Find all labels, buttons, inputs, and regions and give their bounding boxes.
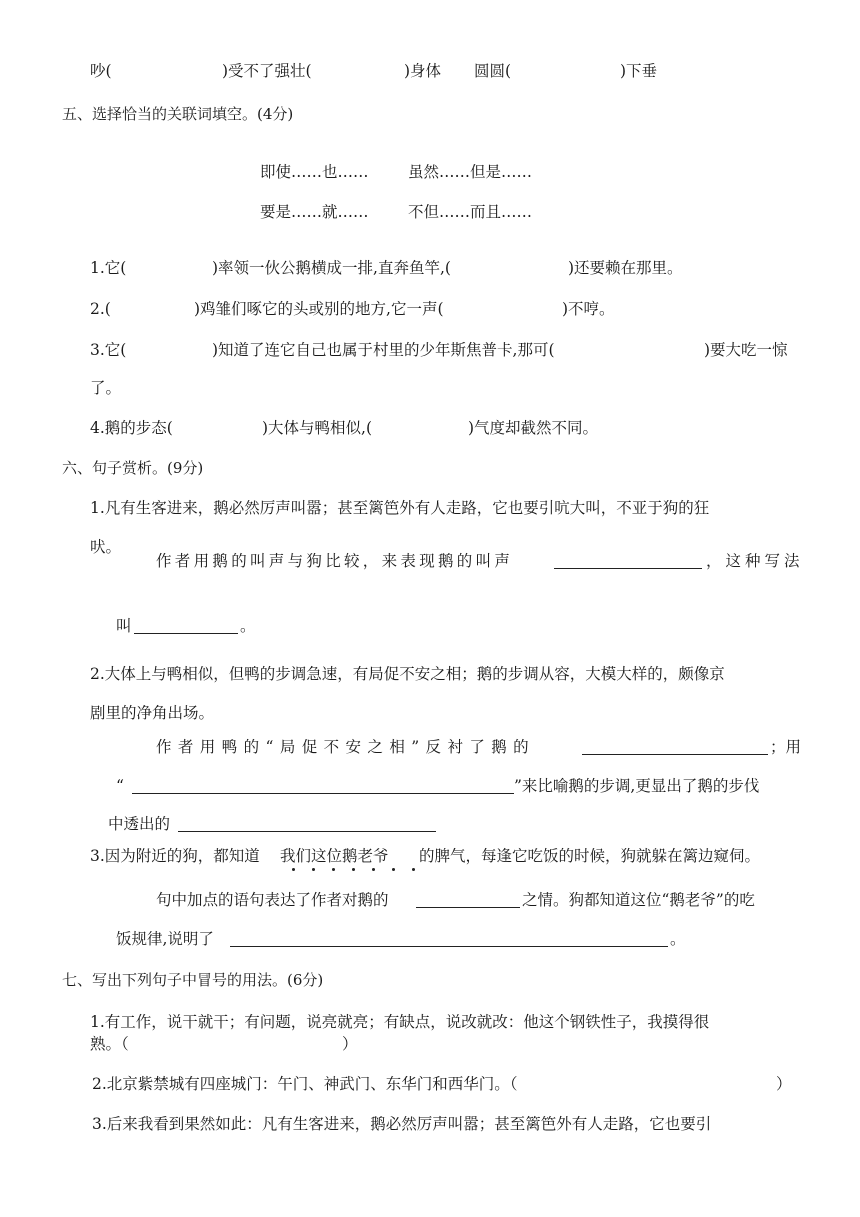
emphasized-text: 我们这位鹅老爷 — [280, 847, 389, 865]
question-text: 2.( — [90, 300, 111, 318]
question-text: 1.它( — [90, 259, 127, 277]
text: ；用 — [770, 738, 802, 756]
question-text: )大体与鸭相似,( — [262, 419, 373, 437]
question-text: 2.大体上与鸭相似，但鸭的步调急速，有局促不安之相；鹅的步调从容，大模大样的，颇像京 — [90, 665, 725, 683]
question-text: 的脾气，每逢它吃饭的时候，狗就躲在篱边窥伺。 — [419, 847, 761, 865]
option: 不但……而且…… — [408, 203, 533, 221]
answer-blank[interactable] — [230, 928, 668, 947]
text: “ — [116, 777, 124, 795]
question-text: 3.它( — [90, 341, 127, 359]
option: 要是……就…… — [260, 203, 369, 221]
text: 吵( — [90, 62, 112, 80]
text: 饭规律,说明了 — [116, 930, 214, 948]
text: 叫 — [116, 617, 132, 635]
text: 作者用鸭的“局促不安之相”反衬了鹅的 — [156, 738, 536, 756]
answer-blank[interactable] — [132, 775, 514, 794]
question-text: 1.有工作，说干就干；有问题，说亮就亮；有缺点，说改就改：他这个钢铁性子，我摸得很 — [90, 1013, 710, 1031]
question-text: )还要赖在那里。 — [568, 259, 683, 277]
text: 之情。狗都知道这位“鹅老爷”的吃 — [522, 891, 755, 909]
text: ”来比喻鹅的步调,更显出了鹅的步伐 — [514, 777, 760, 795]
text: 中透出的 — [108, 815, 171, 833]
question-text: 剧里的净角出场。 — [90, 704, 215, 722]
section-title: 六、句子赏析。(9分) — [62, 459, 204, 477]
answer-blank[interactable] — [416, 889, 520, 908]
question-text: 3.后来我看到果然如此：凡有生客进来，鹅必然厉声叫嚣；甚至篱笆外有人走路，它也要引 — [92, 1115, 712, 1133]
question-text: ） — [342, 1035, 358, 1053]
question-text: 了。 — [90, 379, 122, 397]
option: 即使……也…… — [260, 163, 369, 181]
text: 作者用鹅的叫声与狗比较，来表现鹅的叫声 — [156, 552, 514, 570]
question-text: 吠。 — [90, 538, 122, 556]
text: 。 — [240, 617, 256, 635]
question-text: 2.北京紫禁城有四座城门：午门、神武门、东华门和西华门。（ — [92, 1075, 518, 1093]
question-text: ） — [776, 1075, 792, 1093]
answer-blank[interactable] — [582, 736, 768, 755]
text: )受不了强壮( — [222, 62, 312, 80]
text: ，这种写法 — [706, 552, 804, 570]
text: 圆圆( — [474, 62, 512, 80]
answer-prompt — [156, 551, 552, 571]
question-text: 4.鹅的步态( — [90, 419, 173, 437]
text: )下垂 — [620, 62, 658, 80]
question-text: )率领一伙公鹅横成一排,直奔鱼竿,( — [212, 259, 451, 277]
question-text: 熟。（ — [90, 1035, 129, 1053]
question-text: )气度却截然不同。 — [468, 419, 599, 437]
answer-blank[interactable] — [554, 550, 702, 569]
question-text: )鸡雏们啄它的头或别的地方,它一声( — [194, 300, 444, 318]
answer-blank[interactable] — [134, 615, 238, 634]
text: )身体 — [404, 62, 442, 80]
question-text: )要大吃一惊 — [704, 341, 788, 359]
section-title: 七、写出下列句子中冒号的用法。(6分) — [62, 971, 324, 989]
section-title: 五、选择恰当的关联词填空。(4分) — [62, 105, 294, 123]
question-text: 3.因为附近的狗，都知道 — [90, 847, 260, 865]
text: 。 — [670, 930, 686, 948]
text: 句中加点的语句表达了作者对鹅的 — [156, 891, 389, 909]
question-text: 1.凡有生客进来，鹅必然厉声叫嚣；甚至篱笆外有人走路，它也要引吭大叫，不亚于狗的狂 — [90, 499, 710, 517]
question-text: )不哼。 — [562, 300, 615, 318]
option: 虽然……但是…… — [408, 163, 533, 181]
question-text: )知道了连它自己也属于村里的少年斯焦普卡,那可( — [212, 341, 555, 359]
answer-blank[interactable] — [178, 813, 436, 832]
